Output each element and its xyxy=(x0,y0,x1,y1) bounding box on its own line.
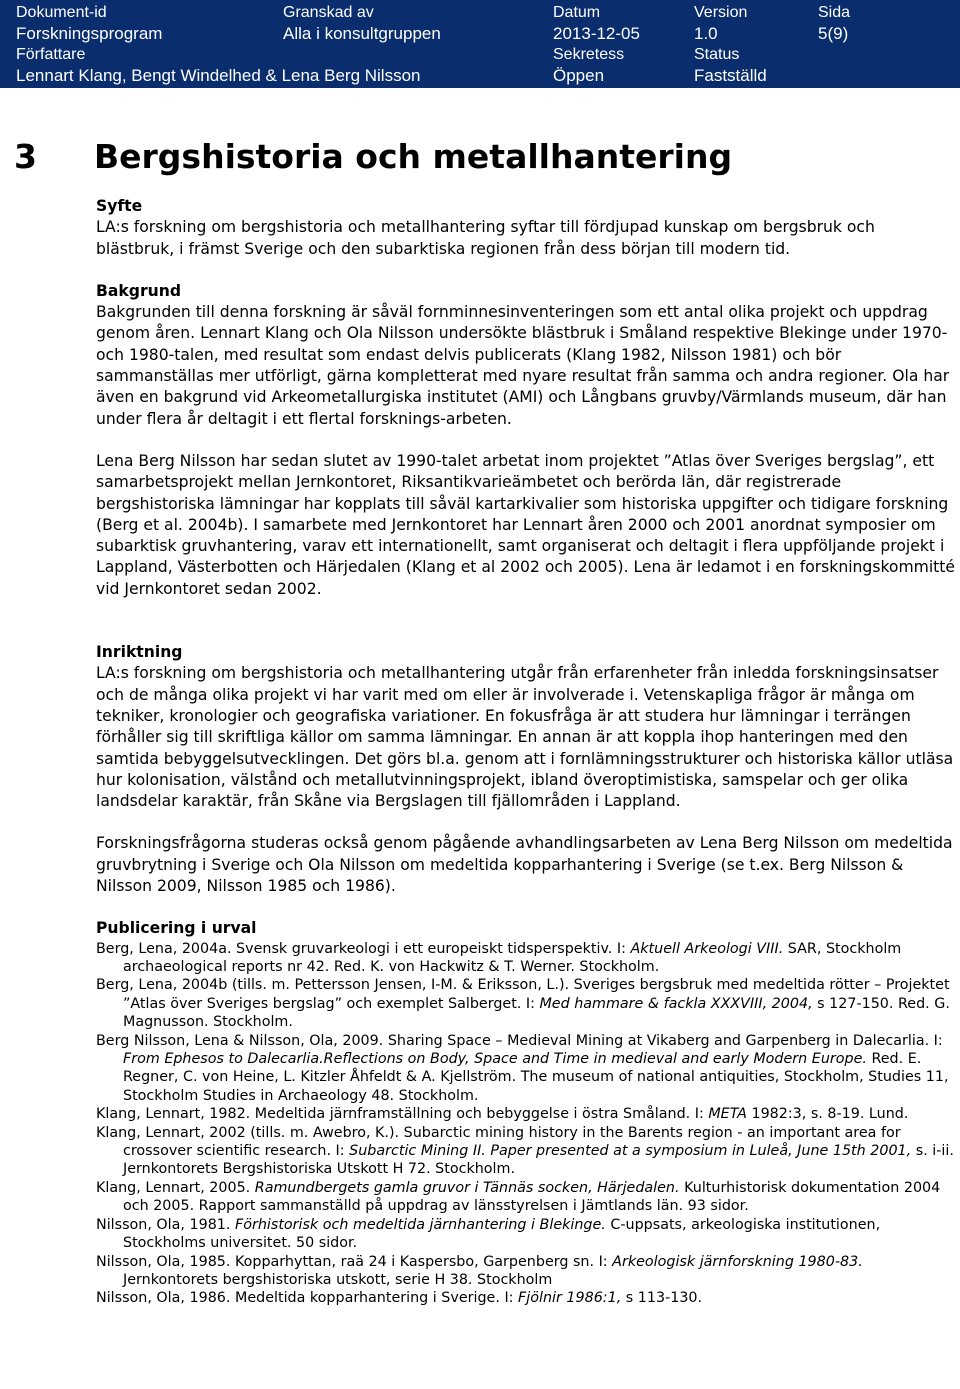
reference-item: Berg, Lena, 2004b (tills. m. Pettersson Jensen, I-M. & Eriksson, L.). Sveriges bergsbruk med medeltida rötter – Projektet ”Atlas över Sveriges bergslag” och exemplet Salberget. I: Med hammare & fackla XXXVIII, 2004, s 127-150. Red. G. Magnusson. Stockholm. xyxy=(96,977,950,1031)
reference-item: Nilsson, Ola, 1986. Medeltida kopparhantering i Sverige. I: Fjölnir 1986:1, s 113-130. xyxy=(96,1290,703,1307)
chapter-title: Bergshistoria och metallhantering xyxy=(94,137,733,176)
reviewed-value: Alla i konsultgruppen xyxy=(283,24,441,43)
bakgrund-paragraph-1: Bakgrunden till denna forskning är såväl fornminnesinventeringen som ett antal olika projekt och uppdrag genom åren. Lennart Klang och Ola Nilsson undersökte blästbruk i Småland respektive Blekinge under 1970- och 1980-talen, med resultat som endast delvis publicerats (Klang 1982, Nilsson 1981) och bör sammanställas mer utförligt, gärna kompletterat med nyare resultat från samma och andra regioner. Ola har även en bakgrund vid Arkeometallurgiska institutet (AMI) och Långbans gruvby/Värmlands museum, där han under flera år deltagit i ett flertal forsknings-arbeten. xyxy=(96,303,950,428)
version-label: Version xyxy=(694,4,748,21)
page-value: 5(9) xyxy=(818,24,849,43)
bakgrund-heading: Bakgrund xyxy=(96,281,181,300)
syfte-text: LA:s forskning om bergshistoria och metallhantering syftar till fördjupad kunskap om bergsbruk och blästbruk, i främst Sverige och den subarktiska regionen från dess början till modern tid. xyxy=(96,218,875,258)
status-field xyxy=(694,44,767,86)
date-value: 2013-12-05 xyxy=(553,24,640,43)
document-body xyxy=(96,196,958,1308)
secrecy-field xyxy=(553,44,624,86)
reference-item: Klang, Lennart, 2005. Ramundbergets gamla gruvor i Tännäs socken, Härjedalen. Kulturhistorisk dokumentation 2004 och 2005. Rapport sammanställd på uppdrag av länsstyrelsen i Jämtlands län. 93 sidor. xyxy=(96,1179,941,1215)
author-field xyxy=(16,44,420,86)
document-header xyxy=(0,0,960,88)
chapter-heading xyxy=(14,134,732,180)
doc-id-value: Forskningsprogram xyxy=(16,24,163,43)
reference-item: Berg Nilsson, Lena & Nilsson, Ola, 2009. Sharing Space – Medieval Mining at Vikaberg and Garpenberg in Dalecarlia. I: From Ephesos to Dalecarlia.Reflections on Body, Space and Time in medieval and early Modern Europe. Red. E. Regner, C. von Heine, L. Kitzler Åhfeldt & A. Kjellström. The museum of national antiquities, Stockholm, Studies 11, Stockholm Studies in Archaeology 48. Stockholm. xyxy=(96,1032,949,1104)
chapter-number: 3 xyxy=(14,137,37,176)
reviewed-label: Granskad av xyxy=(283,4,374,21)
inriktning-heading: Inriktning xyxy=(96,643,183,662)
status-value: Fastställd xyxy=(694,66,767,85)
author-value: Lennart Klang, Bengt Windelhed & Lena Berg Nilsson xyxy=(16,66,421,85)
reference-list xyxy=(96,940,958,1308)
reference-item: Berg, Lena, 2004a. Svensk gruvarkeologi i ett europeiskt tidsperspektiv. I: Aktuell Arkeologi VIII. SAR, Stockholm archaeological reports nr 42. Red. K. von Hackwitz & T. Werner. Stockholm. xyxy=(96,940,902,976)
syfte-heading: Syfte xyxy=(96,197,143,215)
doc-id-label: Dokument-id xyxy=(16,4,107,21)
reference-item: Nilsson, Ola, 1985. Kopparhyttan, raä 24 i Kaspersbo, Garpenberg sn. I: Arkeologisk järnforskning 1980-83. Jernkontorets bergshistoriska utskott, serie H 38. Stockholm xyxy=(96,1253,863,1288)
version-field xyxy=(694,2,747,44)
page-field xyxy=(818,2,850,44)
doc-id-field xyxy=(16,2,162,44)
inriktning-paragraph-1: LA:s forskning om bergshistoria och metallhantering utgår från erfarenheter från inledda forskningsinsatser och de många olika projekt vi har varit med om eller är involverade i. Vetenskapliga frågor är många om tekniker, kronologier och geografiska variationer. En fokusfråga är att studera hur lämningar i terrängen förhåller sig till skriftliga källor om samma lämningar. En annan är att koppla ihop hanteringen med den samtida bebyggelsutvecklingen. Det görs bl.a. genom att i fornlämningsstrukturer och historiska källor utläsa hur kolonisation, välstånd och metallutvinningsprojekt, ibland överoptimistiska, samspelar och ger olika landsdelar karaktär, från Skåne via Bergslagen till fjällområden i Lappland. xyxy=(96,664,954,811)
version-value: 1.0 xyxy=(694,24,718,43)
secrecy-label: Sekretess xyxy=(553,46,625,63)
inriktning-paragraph-2: Forskningsfrågorna studeras också genom pågående avhandlingsarbeten av Lena Berg Nilsson om medeltida gruvbrytning i Sverige och Ola Nilsson om medeltida kopparhantering i Sverige (se t.ex. Berg Nilsson & Nilsson 2009, Nilsson 1985 och 1986). xyxy=(96,834,953,896)
secrecy-value: Öppen xyxy=(553,66,605,85)
date-label: Datum xyxy=(553,4,601,21)
reference-item: Klang, Lennart, 1982. Medeltida järnframställning och bebyggelse i östra Småland. I: META 1982:3, s. 8-19. Lund. xyxy=(96,1106,909,1123)
publicering-heading: Publicering i urval xyxy=(96,919,257,938)
date-field xyxy=(553,2,640,44)
bakgrund-paragraph-2: Lena Berg Nilsson har sedan slutet av 1990-talet arbetat inom projektet ”Atlas över Sveriges bergslag”, ett samarbetsprojekt mellan Jernkontoret, Riksantikvarieämbetet och berörda län, där registrerade bergshistoriska lämningar har kopplats till såväl kartarkivalier som historiska uppgifter och tidigare forskning (Berg et al. 2004b). I samarbete med Jernkontoret har Lennart åren 2000 och 2001 anordnat symposier om subarktisk gruvhantering, varav ett internationellt, samt organiserat och deltagit i flera uppföljande projekt i Lappland, Västerbotten och Härjedalen (Klang et al 2002 och 2005). Lena är ledamot i en forskningskommitté vid Jernkontoret sedan 2002. xyxy=(96,451,955,598)
reference-item: Klang, Lennart, 2002 (tills. m. Awebro, K.). Subarctic mining history in the Barents region - an important area for crossover scientific research. I: Subarctic Mining II. Paper presented at a symposium in Luleå, June 15th 2001, s. i-ii. Jernkontorets Bergshistoriska Utskott H 72. Stockholm. xyxy=(96,1124,954,1178)
reference-item: Nilsson, Ola, 1981. Förhistorisk och medeltida järnhantering i Blekinge. C-uppsats, arkeologiska institutionen, Stockholms universitet. 50 sidor. xyxy=(96,1216,881,1252)
page-label: Sida xyxy=(818,4,851,21)
author-label: Författare xyxy=(16,46,86,63)
reviewed-field xyxy=(283,2,441,44)
status-label: Status xyxy=(694,46,740,63)
